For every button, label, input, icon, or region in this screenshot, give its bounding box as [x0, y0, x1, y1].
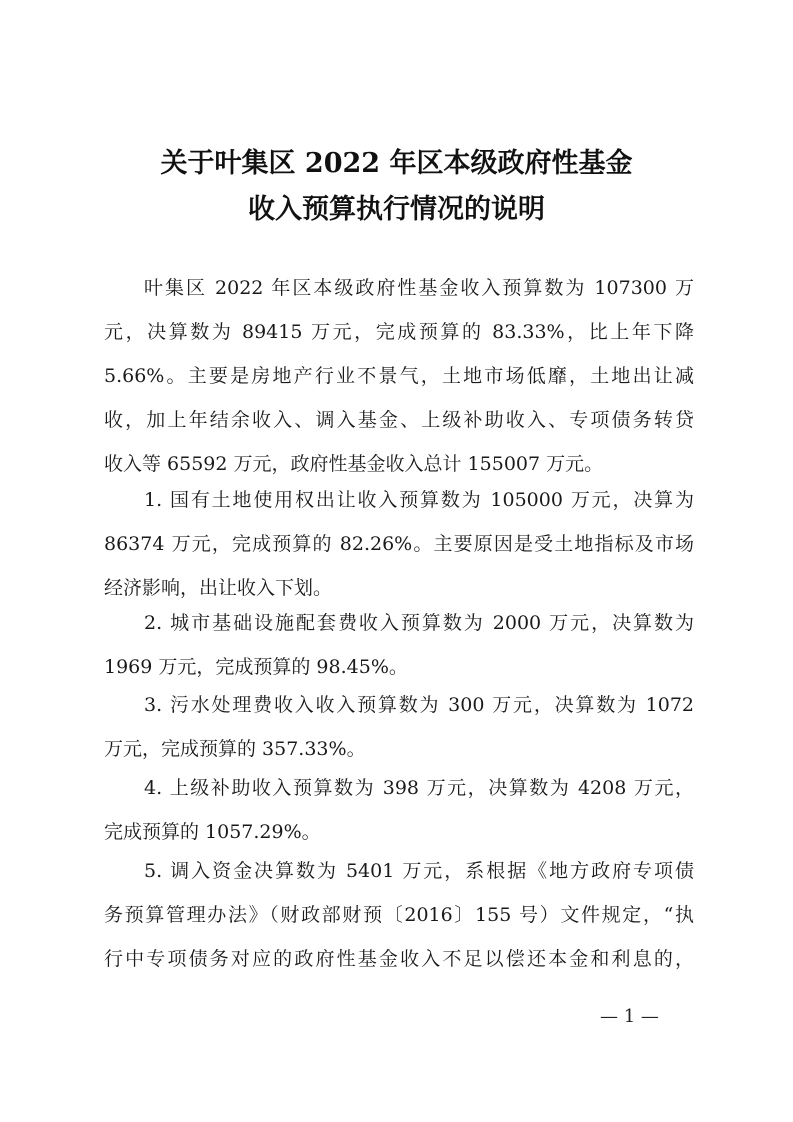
- text-line: 行中专项债务对应的政府性基金收入不足以偿还本金和利息的，: [104, 948, 694, 970]
- text-line: 万元，完成预算的 357.33%。: [104, 738, 366, 760]
- document-title-line-1: 关于叶集区 2022 年区本级政府性基金: [160, 148, 633, 179]
- text-line: 86374 万元，完成预算的 82.26%。主要原因是受土地指标及市场: [104, 533, 694, 555]
- text-line: 收，加上年结余收入、调入基金、上级补助收入、专项债务转贷: [104, 409, 694, 431]
- document-title-line-2: 收入预算执行情况的说明: [248, 194, 545, 225]
- text-line: 务预算管理办法》（财政部财预〔2016〕155 号）文件规定，“执: [104, 904, 694, 926]
- paragraph-item-5: [104, 849, 694, 981]
- paragraph-item-1: [104, 478, 694, 610]
- text-line: 1. 国有土地使用权出让收入预算数为 105000 万元，决算为: [144, 489, 694, 511]
- paragraph-item-3: [104, 683, 694, 771]
- text-line: 1969 万元，完成预算的 98.45%。: [104, 656, 408, 678]
- text-line: 3. 污水处理费收入收入预算数为 300 万元，决算数为 1072: [144, 694, 694, 716]
- paragraph-summary: [104, 266, 694, 486]
- text-line: 收入等 65592 万元，政府性基金收入总计 155007 万元。: [104, 453, 604, 475]
- text-line: 5.66%。主要是房地产行业不景气，土地市场低靡，土地出让减: [104, 365, 694, 387]
- text-line: 4. 上级补助收入预算数为 398 万元，决算数为 4208 万元，: [144, 777, 694, 799]
- text-line: 叶集区 2022 年区本级政府性基金收入预算数为 107300 万: [144, 277, 694, 299]
- paragraph-item-2: [104, 601, 694, 689]
- paragraph-item-4: [104, 766, 694, 854]
- page-number: — 1 —: [600, 1006, 659, 1027]
- text-line: 5. 调入资金决算数为 5401 万元，系根据《地方政府专项债: [144, 860, 694, 882]
- text-line: 经济影响，出让收入下划。: [104, 577, 333, 599]
- text-line: 完成预算的 1057.29%。: [104, 821, 321, 843]
- text-line: 元，决算数为 89415 万元，完成预算的 83.33%，比上年下降: [104, 321, 694, 343]
- text-line: 2. 城市基础设施配套费收入预算数为 2000 万元，决算数为: [144, 612, 694, 634]
